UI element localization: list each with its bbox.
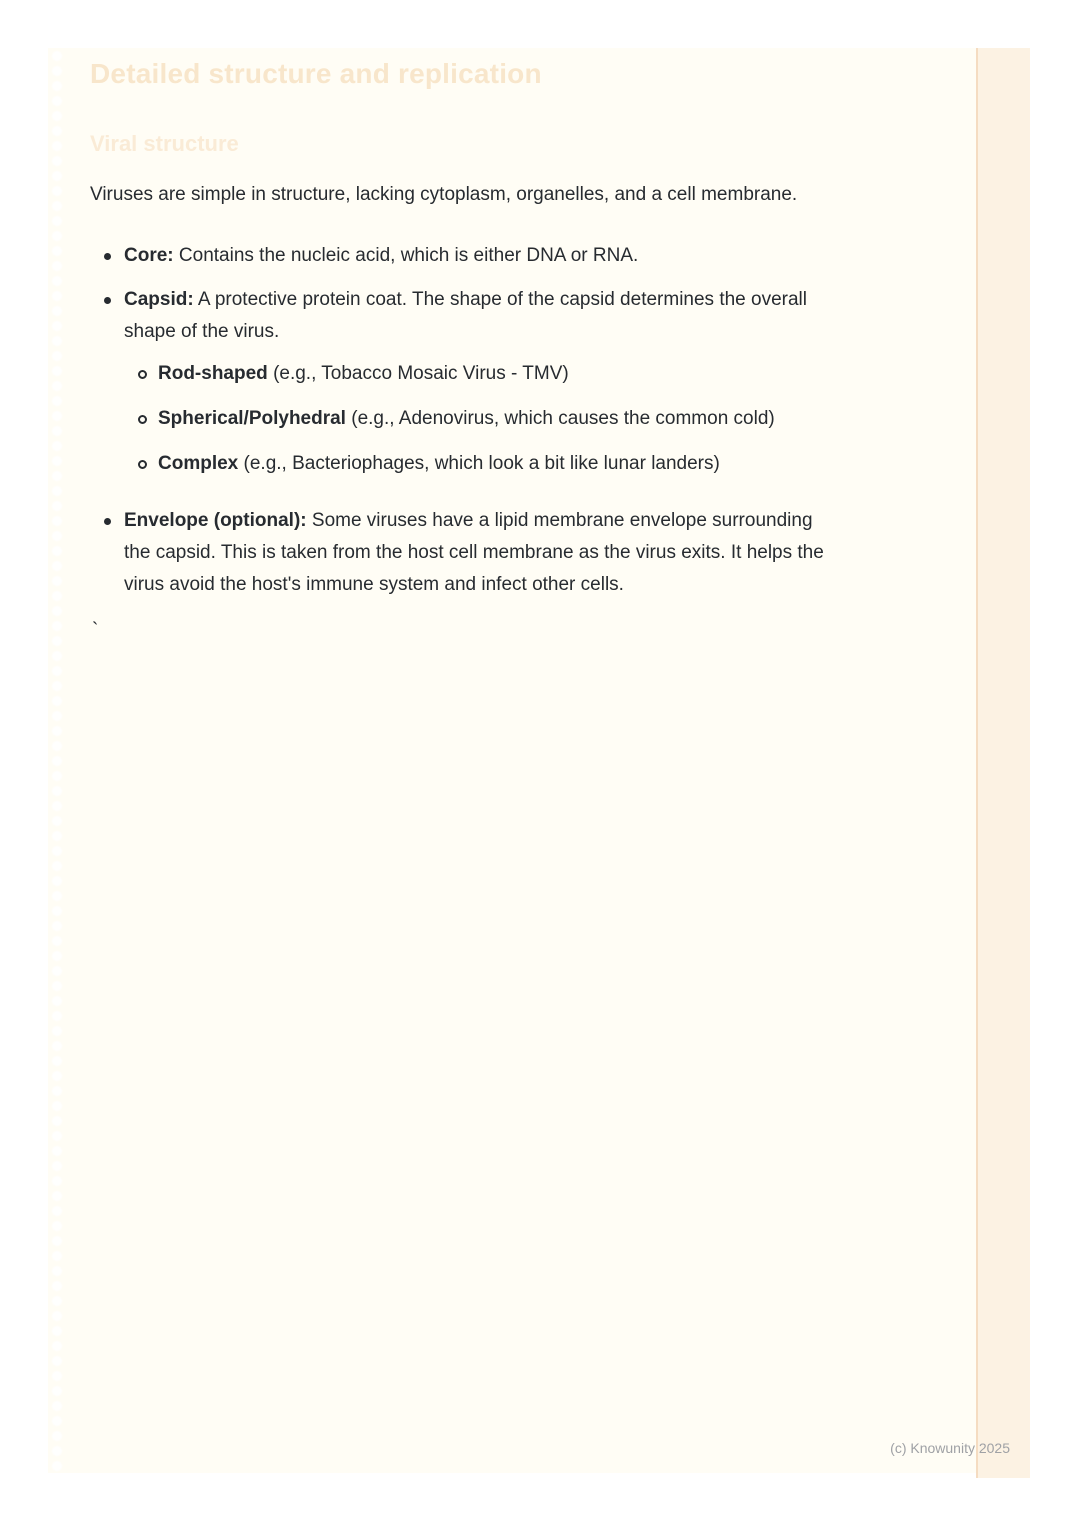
bullet-circle-icon	[138, 403, 158, 435]
term-description: Some viruses have a lipid membrane envelope surrounding the capsid. This is taken from the host cell membrane as the virus exits. It helps the virus avoid the host's immune system and infect other cells.	[124, 510, 824, 595]
bullet-dot-icon	[90, 240, 124, 272]
bullet-dot-icon	[90, 505, 124, 601]
term-bold: Spherical/Polyhedral	[158, 408, 346, 429]
list-item-text	[124, 284, 825, 493]
list-item-spherical-polyhedral	[138, 403, 825, 435]
list-item-capsid	[90, 284, 825, 493]
capsid-sub-list	[138, 358, 825, 480]
list-item-rod-shaped	[138, 358, 825, 390]
term-description: (e.g., Tobacco Mosaic Virus - TMV)	[273, 363, 569, 384]
bullet-circle-icon	[138, 448, 158, 480]
list-item-text	[158, 358, 825, 390]
page-title: Detailed structure and replication	[90, 58, 542, 89]
bullet-circle-icon	[138, 358, 158, 390]
stray-backtick: `	[92, 620, 99, 641]
term-description: (e.g., Adenovirus, which causes the common cold)	[351, 408, 775, 429]
term-description: Contains the nucleic acid, which is either DNA or RNA.	[178, 245, 639, 266]
term-bold: Complex	[158, 453, 239, 474]
list-item-complex	[138, 448, 825, 480]
section-heading: Viral structure	[90, 131, 239, 156]
footer-credit: (c) Knowunity 2025	[890, 1440, 1010, 1456]
bullet-dot-icon	[90, 284, 124, 493]
term-bold: Rod-shaped	[158, 363, 268, 384]
page-side-strip	[976, 48, 1030, 1478]
bullet-list	[90, 240, 825, 601]
term-description: (e.g., Bacteriophages, which look a bit like lunar landers)	[243, 453, 720, 474]
list-item-text	[124, 240, 825, 272]
page-content	[90, 48, 825, 647]
list-item-envelope	[90, 505, 825, 601]
term-description: A protective protein coat. The shape of the capsid determines the overall shape of the virus.	[124, 289, 807, 342]
term-bold: Core:	[124, 245, 174, 266]
intro-paragraph: Viruses are simple in structure, lacking cytoplasm, organelles, and a cell membrane.	[90, 184, 798, 205]
list-item-text	[158, 448, 825, 480]
list-item-core	[90, 240, 825, 272]
list-item-text	[124, 505, 825, 601]
term-bold: Envelope (optional):	[124, 510, 307, 531]
list-item-text	[158, 403, 825, 435]
term-bold: Capsid:	[124, 289, 194, 310]
